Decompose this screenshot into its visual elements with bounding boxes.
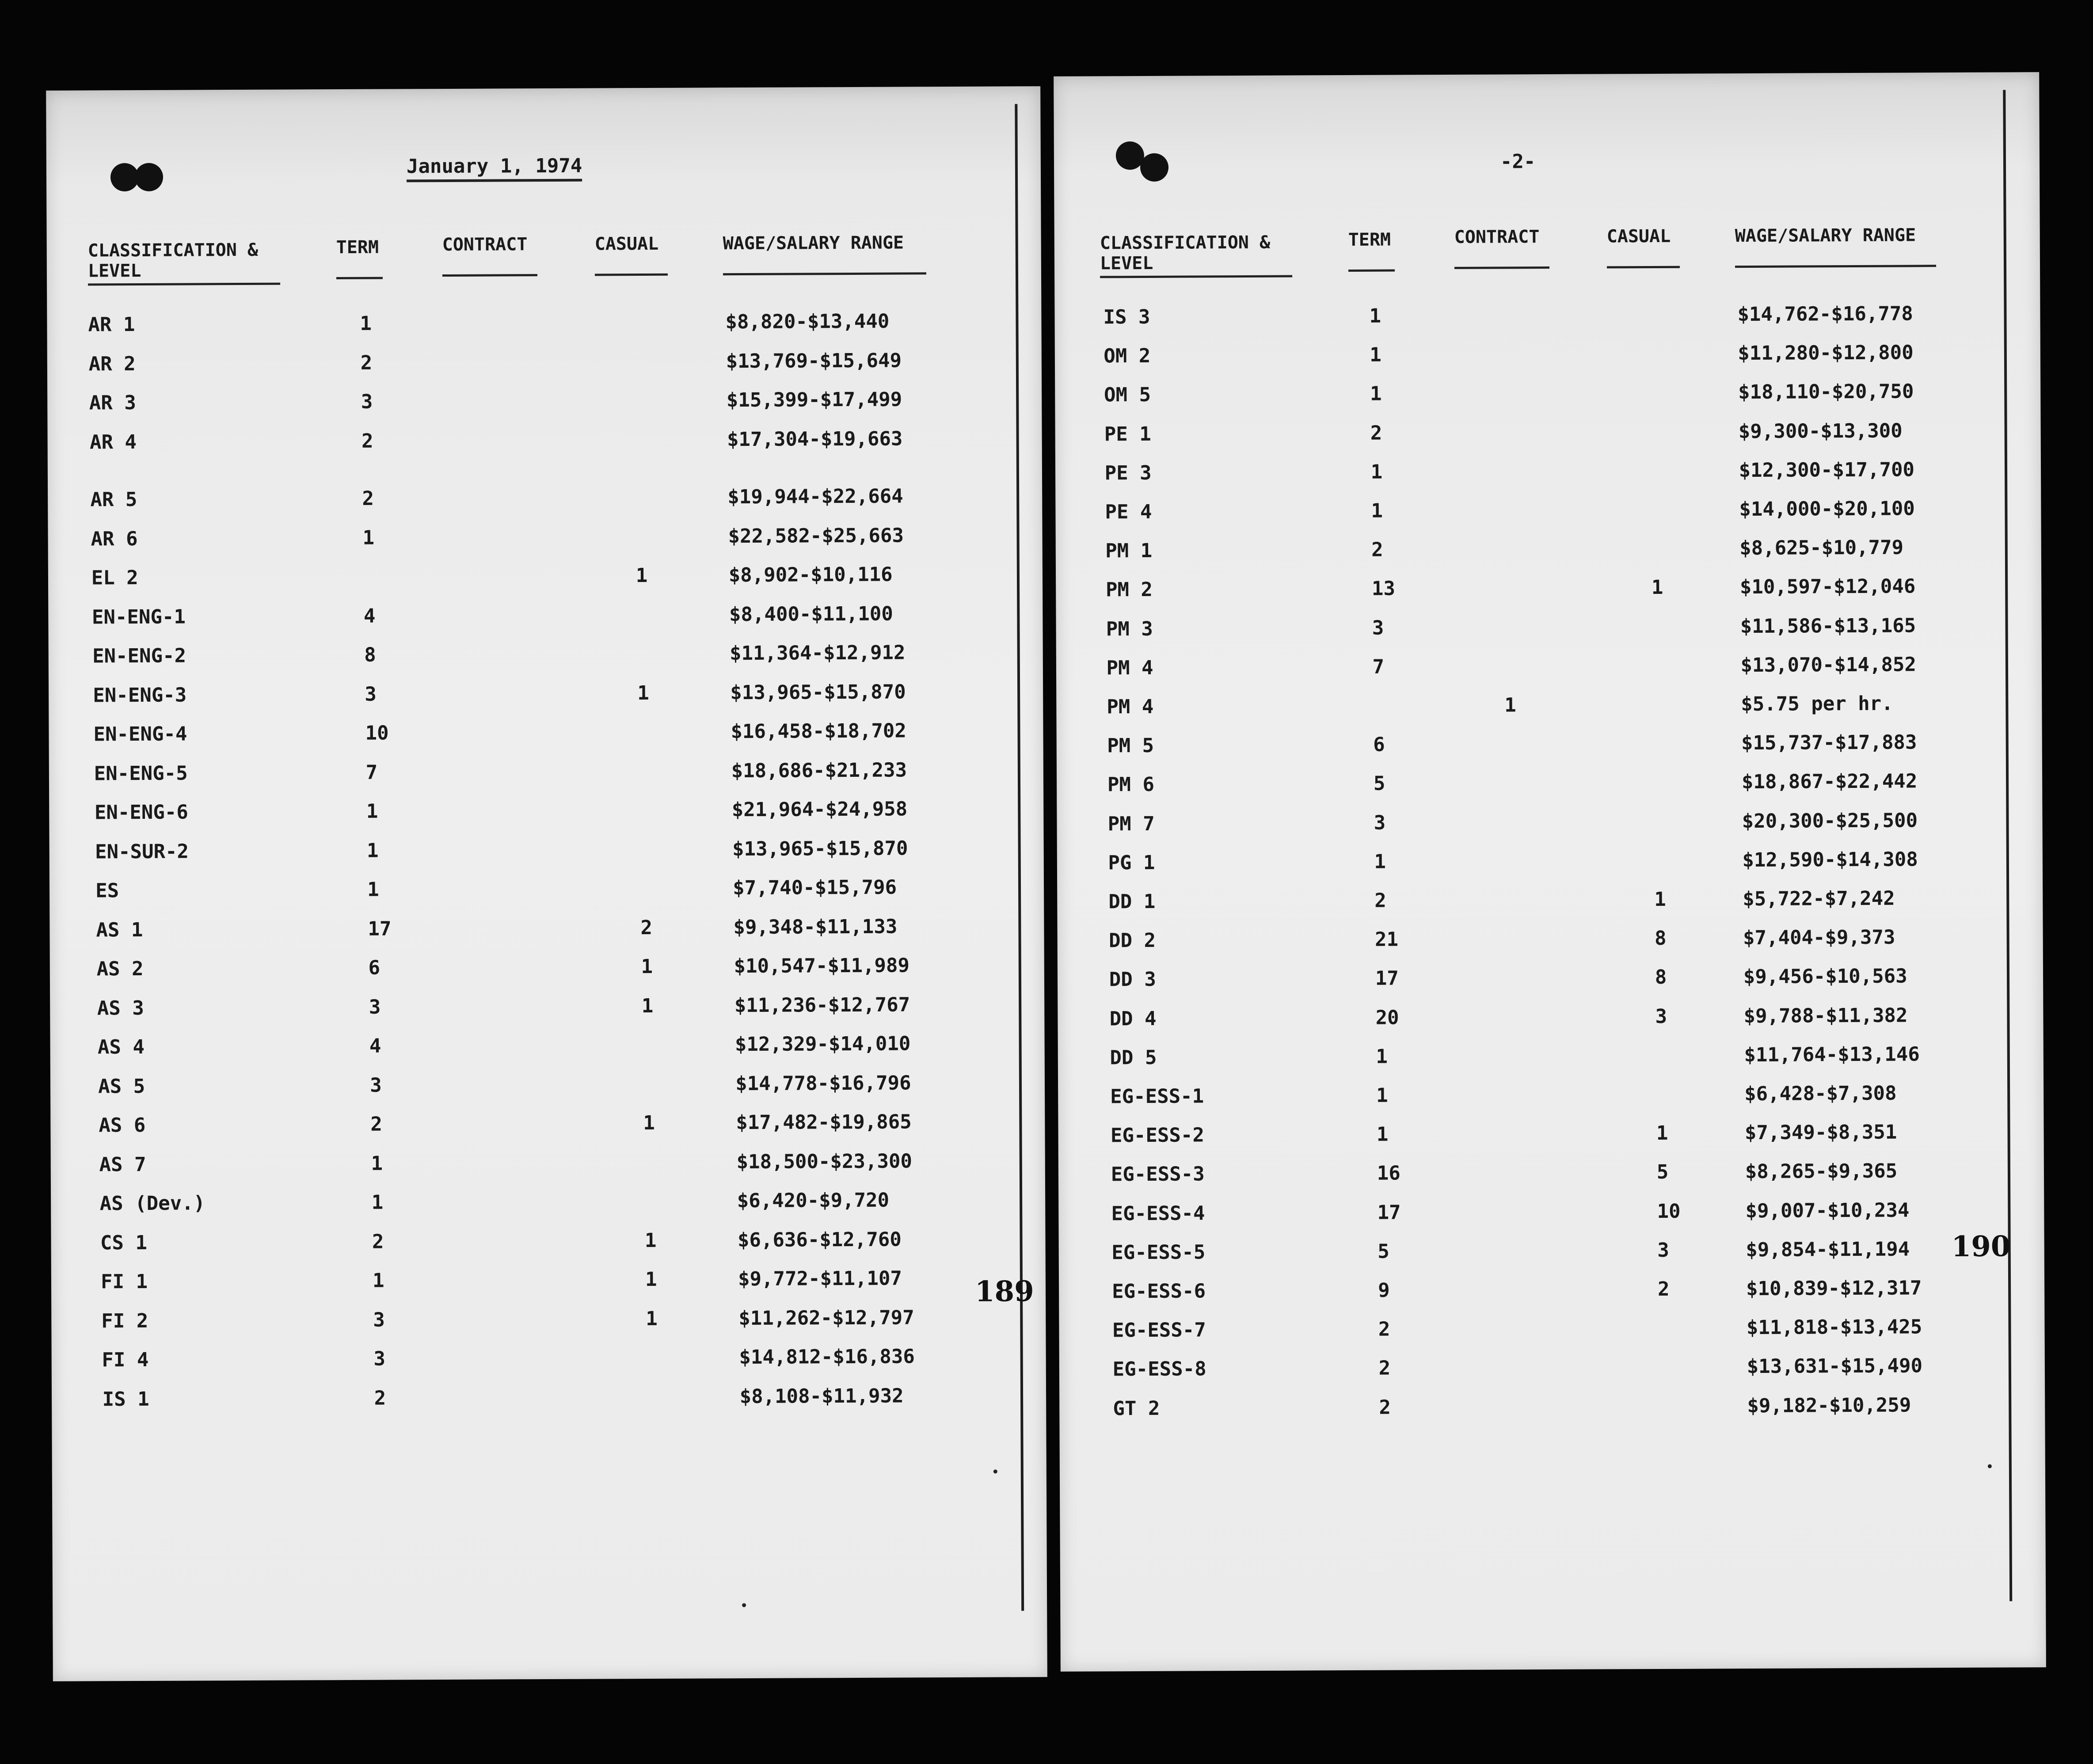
cell-term: 1: [360, 312, 372, 335]
cell-classification: AS 7: [99, 1153, 146, 1176]
cell-wage-range: $11,262-$12,797: [738, 1306, 914, 1330]
header-casual: CASUAL: [1606, 226, 1671, 247]
cell-classification: DD 5: [1110, 1046, 1157, 1069]
cell-term: 10: [365, 722, 389, 745]
cell-casual: 1: [1656, 1122, 1668, 1145]
cell-wage-range: $18,867-$22,442: [1741, 770, 1918, 794]
cell-wage-range: $14,000-$20,100: [1739, 497, 1915, 521]
cell-wage-range: $19,944-$22,664: [727, 485, 903, 509]
cell-term: 2: [1378, 1318, 1390, 1341]
cell-classification: GT 2: [1113, 1397, 1160, 1420]
cell-wage-range: $10,839-$12,317: [1746, 1277, 1922, 1300]
cell-wage-range: $7,404-$9,373: [1743, 926, 1895, 950]
header-contract: CONTRACT: [442, 234, 528, 255]
cell-classification: AS (Dev.): [99, 1192, 205, 1215]
cell-wage-range: $7,349-$8,351: [1744, 1121, 1897, 1144]
table-row: [49, 719, 1043, 750]
cell-casual: 1: [643, 1111, 655, 1135]
table-row: [50, 1110, 1045, 1141]
table-row: [48, 602, 1043, 633]
cell-term: 1: [362, 526, 375, 549]
cell-term: 1: [1370, 460, 1383, 483]
cell-classification: EG-ESS-3: [1111, 1163, 1205, 1186]
cell-wage-range: $9,456-$10,563: [1743, 965, 1907, 988]
cell-term: 2: [1370, 422, 1382, 445]
cell-term: 1: [1370, 343, 1381, 366]
punch-hole: [135, 163, 163, 191]
table-row: [1057, 730, 2042, 761]
cell-wage-range: $12,590-$14,308: [1742, 848, 1918, 871]
cell-classification: AR 3: [89, 392, 136, 414]
cell-term: 3: [361, 390, 373, 413]
punch-hole: [1140, 153, 1168, 182]
cell-term: 5: [1378, 1240, 1389, 1263]
table-row: [1058, 925, 2043, 956]
cell-casual: 1: [645, 1268, 657, 1291]
cell-classification: AS 2: [96, 957, 144, 981]
cell-wage-range: $8,820-$13,440: [725, 310, 890, 334]
cell-casual: 10: [1657, 1200, 1681, 1223]
cell-wage-range: $14,778-$16,796: [735, 1071, 911, 1095]
cell-term: 20: [1375, 1006, 1399, 1029]
table-row: [1058, 1081, 2044, 1112]
table-row: [1055, 458, 2041, 489]
cell-wage-range: $9,300-$13,300: [1738, 419, 1903, 443]
cell-classification: EN-ENG-4: [93, 722, 187, 746]
cell-wage-range: $20,300-$25,500: [1742, 809, 1918, 833]
cell-wage-range: $8,265-$9,365: [1745, 1160, 1898, 1183]
cell-term: 9: [1378, 1279, 1390, 1302]
table-row: [52, 1384, 1046, 1415]
table-row: [1058, 1004, 2043, 1034]
cell-term: 1: [1376, 1045, 1388, 1068]
cell-term: 2: [362, 487, 374, 510]
cell-wage-range: $15,399-$17,499: [726, 388, 902, 412]
cell-wage-range: $8,625-$10,779: [1739, 536, 1904, 560]
table-row: [50, 1071, 1045, 1102]
cell-classification: PM 5: [1107, 734, 1154, 757]
table-row: [51, 1306, 1046, 1337]
cell-wage-range: $21,964-$24,958: [731, 798, 908, 821]
header-contract: CONTRACT: [1454, 227, 1540, 247]
cell-wage-range: $15,737-$17,883: [1741, 731, 1917, 755]
table-row: [47, 388, 1042, 418]
cell-classification: PM 1: [1105, 540, 1153, 563]
cell-term: 2: [1378, 1357, 1391, 1380]
table-row: [1056, 653, 2042, 684]
cell-classification: EG-ESS-1: [1110, 1085, 1204, 1108]
paper-speck: [1988, 1464, 1992, 1468]
cell-term: 21: [1374, 928, 1399, 951]
cell-classification: PM 6: [1107, 773, 1155, 796]
cell-classification: EN-ENG-3: [93, 684, 187, 707]
cell-classification: EG-ESS-7: [1112, 1319, 1206, 1342]
cell-casual: 1: [641, 994, 654, 1017]
table-row: [49, 758, 1043, 789]
cell-casual: 3: [1655, 1005, 1667, 1028]
table-row: [51, 1149, 1045, 1180]
table-row: [1058, 1160, 2044, 1190]
cell-casual: 5: [1656, 1161, 1669, 1184]
cell-term: 4: [363, 604, 376, 627]
header-classification: CLASSIFICATION & LEVEL: [1100, 232, 1271, 274]
cell-term: 6: [1373, 733, 1385, 756]
cell-term: 1: [1371, 499, 1383, 522]
cell-casual: 1: [1654, 888, 1666, 911]
cell-term: 2: [360, 351, 373, 374]
table-row: [1058, 1042, 2044, 1073]
cell-term: 1: [1376, 1123, 1389, 1146]
cell-casual: 1: [1651, 576, 1663, 599]
table-row: [51, 1228, 1045, 1258]
cell-classification: ES: [95, 879, 119, 902]
table-row: [47, 309, 1041, 340]
header-underline: [336, 277, 383, 279]
table-row: [49, 680, 1043, 711]
cell-classification: EN-ENG-2: [92, 644, 186, 668]
cell-term: 3: [1374, 811, 1386, 834]
cell-wage-range: $14,762-$16,778: [1737, 302, 1913, 326]
cell-term: 1: [1369, 304, 1381, 327]
header-underline: [1348, 270, 1395, 272]
table-row: [1057, 770, 2042, 801]
header-casual: CASUAL: [594, 233, 659, 255]
cell-wage-range: $11,364-$12,912: [730, 641, 906, 665]
cell-classification: AR 5: [90, 488, 137, 511]
table-row: [1059, 1393, 2045, 1424]
table-row: [1059, 1315, 2044, 1346]
cell-term: 2: [372, 1230, 384, 1253]
table-row: [49, 641, 1043, 672]
cell-classification: EG-ESS-2: [1110, 1124, 1205, 1147]
cell-classification: DD 3: [1109, 968, 1156, 991]
cell-term: 3: [369, 996, 381, 1019]
page-stamp: 189: [974, 1275, 1034, 1308]
table-row: [1058, 965, 2043, 996]
header-wage-range: WAGE/SALARY RANGE: [1735, 225, 1916, 247]
cell-term: 1: [366, 800, 378, 823]
cell-term: 1: [1374, 850, 1386, 873]
document-date: January 1, 1974: [407, 155, 582, 182]
cell-wage-range: $18,686-$21,233: [731, 758, 907, 782]
cell-wage-range: $18,500-$23,300: [736, 1149, 913, 1173]
cell-wage-range: $6,420-$9,720: [737, 1189, 890, 1213]
table-row: [50, 993, 1044, 1024]
cell-classification: AR 1: [88, 313, 135, 336]
cell-term: 2: [1374, 889, 1386, 912]
cell-classification: EG-ESS-8: [1112, 1357, 1206, 1381]
cell-classification: IS 1: [102, 1388, 149, 1410]
cell-wage-range: $11,818-$13,425: [1746, 1315, 1922, 1339]
cell-wage-range: $12,300-$17,700: [1739, 458, 1915, 482]
table-row: [49, 875, 1044, 906]
table-row: [50, 954, 1044, 985]
cell-wage-range: $18,110-$20,750: [1738, 380, 1914, 404]
cell-classification: AS 4: [97, 1035, 145, 1059]
cell-wage-range: $13,965-$15,870: [730, 680, 906, 704]
cell-casual: 1: [636, 564, 648, 587]
cell-classification: FI 2: [101, 1309, 148, 1332]
table-row: [1057, 848, 2043, 878]
cell-classification: PM 4: [1106, 656, 1153, 680]
cell-wage-range: $17,304-$19,663: [727, 427, 903, 451]
cell-casual: 3: [1657, 1239, 1669, 1262]
cell-wage-range: $13,070-$14,852: [1740, 653, 1917, 677]
cell-classification: FI 4: [102, 1348, 149, 1372]
left-page: [46, 86, 1047, 1681]
cell-classification: AS 5: [98, 1075, 145, 1098]
cell-wage-range: $13,769-$15,649: [726, 349, 902, 373]
table-row: [1056, 692, 2042, 722]
cell-term: 7: [1372, 655, 1385, 678]
table-row: [50, 1032, 1044, 1063]
cell-term: 8: [364, 643, 376, 666]
cell-classification: AR 4: [89, 430, 137, 454]
cell-casual: 1: [637, 681, 649, 704]
cell-term: 7: [365, 761, 378, 784]
cell-term: 2: [1371, 538, 1383, 561]
cell-wage-range: $8,400-$11,100: [729, 602, 893, 626]
cell-term: 16: [1377, 1162, 1400, 1185]
header-underline: [442, 274, 537, 277]
cell-term: 2: [1379, 1396, 1391, 1419]
cell-casual: 8: [1655, 966, 1667, 989]
cell-classification: AR 6: [91, 527, 138, 550]
header-underline: [88, 283, 280, 286]
cell-classification: AS 3: [97, 996, 144, 1019]
cell-classification: PM 3: [1106, 617, 1153, 640]
cell-wage-range: $5,722-$7,242: [1743, 887, 1895, 911]
header-term: TERM: [336, 237, 379, 258]
cell-term: 17: [1377, 1201, 1401, 1224]
cell-wage-range: $13,965-$15,870: [732, 836, 908, 860]
cell-term: 3: [365, 683, 377, 706]
cell-casual: 1: [646, 1307, 658, 1330]
table-row: [51, 1266, 1046, 1297]
cell-classification: EN-ENG-5: [94, 762, 188, 785]
table-row: [1058, 1120, 2044, 1151]
cell-classification: OM 2: [1104, 345, 1151, 368]
table-row: [51, 1188, 1045, 1219]
table-row: [47, 349, 1042, 380]
header-underline: [1100, 275, 1292, 278]
cell-term: 17: [1375, 967, 1399, 990]
table-row: [49, 915, 1044, 946]
cell-wage-range: $6,636-$12,760: [737, 1228, 902, 1251]
cell-classification: DD 1: [1108, 890, 1156, 913]
cell-term: 1: [372, 1269, 384, 1292]
cell-wage-range: $11,280-$12,800: [1738, 341, 1914, 365]
header-underline: [1735, 265, 1936, 268]
cell-classification: PE 1: [1104, 422, 1151, 445]
cell-wage-range: $13,631-$15,490: [1747, 1354, 1923, 1378]
table-row: [48, 484, 1042, 515]
cell-term: 1: [367, 878, 379, 901]
cell-classification: FI 1: [100, 1270, 148, 1293]
cell-wage-range: $9,788-$11,382: [1743, 1004, 1908, 1027]
cell-classification: EG-ESS-6: [1112, 1280, 1206, 1303]
cell-wage-range: $9,772-$11,107: [738, 1267, 902, 1291]
cell-term: 1: [366, 839, 379, 862]
paper-speck: [993, 1470, 997, 1474]
cell-classification: CS 1: [100, 1231, 148, 1254]
table-row: [1056, 575, 2041, 606]
cell-wage-range: $6,428-$7,308: [1744, 1082, 1897, 1106]
cell-wage-range: $7,740-$15,796: [733, 876, 897, 900]
cell-term: 3: [370, 1074, 382, 1097]
cell-classification: DD 2: [1108, 929, 1156, 952]
right-page: [1054, 72, 2046, 1672]
cell-wage-range: $22,582-$25,663: [728, 524, 904, 547]
cell-casual: 2: [1658, 1277, 1670, 1300]
cell-term: 13: [1371, 577, 1396, 601]
header-underline: [1454, 266, 1549, 269]
table-row: [1059, 1237, 2044, 1268]
table-row: [1057, 886, 2043, 917]
cell-classification: EG-ESS-4: [1111, 1202, 1205, 1225]
header-underline: [1607, 266, 1680, 269]
cell-term: 5: [1373, 772, 1385, 795]
cell-classification: EN-SUR-2: [95, 840, 189, 863]
header-classification: CLASSIFICATION & LEVEL: [88, 240, 259, 281]
cell-wage-range: $11,764-$13,146: [1744, 1043, 1920, 1066]
cell-classification: PG 1: [1108, 851, 1155, 874]
cell-wage-range: $9,182-$10,259: [1747, 1394, 1911, 1417]
table-row: [1057, 809, 2042, 840]
cell-term: 1: [371, 1191, 384, 1214]
cell-wage-range: $14,812-$16,836: [739, 1345, 915, 1369]
cell-wage-range: $5.75 per hr.: [1741, 692, 1893, 716]
cell-wage-range: $9,348-$11,133: [733, 915, 898, 939]
cell-term: 2: [361, 430, 373, 452]
table-row: [1054, 302, 2040, 333]
cell-classification: OM 5: [1104, 384, 1151, 407]
cell-wage-range: $16,458-$18,702: [731, 719, 906, 743]
table-row: [1055, 380, 2040, 411]
cell-casual: 1: [644, 1229, 657, 1252]
table-row: [52, 1345, 1046, 1376]
cell-classification: IS 3: [1103, 305, 1150, 329]
table-row: [1055, 497, 2041, 528]
cell-classification: DD 4: [1109, 1007, 1157, 1030]
table-row: [48, 427, 1042, 458]
cell-wage-range: $9,854-$11,194: [1746, 1238, 1910, 1261]
cell-term: 3: [373, 1308, 385, 1331]
cell-term: 4: [369, 1034, 381, 1057]
cell-wage-range: $11,586-$13,165: [1740, 614, 1916, 638]
cell-classification: EG-ESS-5: [1111, 1241, 1206, 1264]
cell-term: 2: [374, 1387, 386, 1410]
header-wage-range: WAGE/SALARY RANGE: [723, 232, 904, 254]
cell-classification: EN-ENG-1: [91, 605, 186, 628]
cell-wage-range: $10,547-$11,989: [734, 954, 910, 978]
cell-classification: EN-ENG-6: [94, 801, 188, 824]
table-row: [1058, 1198, 2044, 1229]
cell-classification: AS 6: [99, 1114, 146, 1137]
cell-contract: 1: [1504, 694, 1516, 717]
cell-casual: 2: [640, 916, 653, 939]
cell-term: 6: [368, 956, 381, 979]
header-underline: [595, 274, 668, 276]
table-row: [48, 524, 1042, 555]
cell-classification: PM 2: [1105, 578, 1153, 601]
table-row: [49, 797, 1043, 828]
cell-classification: EL 2: [91, 566, 138, 589]
table-row: [1056, 536, 2041, 566]
table-row: [1056, 614, 2041, 645]
cell-wage-range: $12,329-$14,010: [734, 1032, 911, 1056]
table-row: [1055, 419, 2041, 450]
page-number: -2-: [1500, 150, 1536, 173]
cell-classification: PE 4: [1105, 500, 1152, 524]
table-row: [1059, 1276, 2044, 1307]
cell-wage-range: $9,007-$10,234: [1745, 1199, 1910, 1222]
cell-term: 1: [371, 1152, 383, 1175]
cell-term: 17: [368, 917, 392, 940]
header-term: TERM: [1348, 229, 1391, 250]
cell-classification: AS 1: [96, 918, 143, 941]
table-row: [48, 563, 1043, 593]
cell-classification: PM 4: [1107, 695, 1154, 719]
cell-term: 1: [1376, 1084, 1388, 1107]
cell-term: 2: [370, 1113, 382, 1136]
cell-classification: PE 3: [1104, 461, 1152, 485]
table-row: [1059, 1354, 2045, 1385]
cell-casual: 8: [1654, 927, 1667, 950]
cell-wage-range: $8,108-$11,932: [739, 1384, 904, 1408]
page-stamp: 190: [1951, 1230, 2011, 1264]
table-row: [49, 836, 1044, 867]
cell-wage-range: $11,236-$12,767: [734, 993, 910, 1017]
cell-term: 3: [1372, 616, 1384, 639]
cell-term: 3: [373, 1347, 386, 1370]
cell-wage-range: $10,597-$12,046: [1739, 575, 1916, 599]
cell-casual: 1: [641, 955, 653, 978]
header-underline: [723, 272, 926, 275]
cell-term: 1: [1370, 383, 1382, 406]
cell-classification: AR 2: [88, 352, 136, 376]
table-row: [1055, 341, 2040, 372]
cell-wage-range: $17,482-$19,865: [736, 1110, 912, 1134]
paper-speck: [742, 1603, 746, 1607]
cell-classification: PM 7: [1107, 812, 1155, 835]
cell-wage-range: $8,902-$10,116: [728, 563, 893, 587]
